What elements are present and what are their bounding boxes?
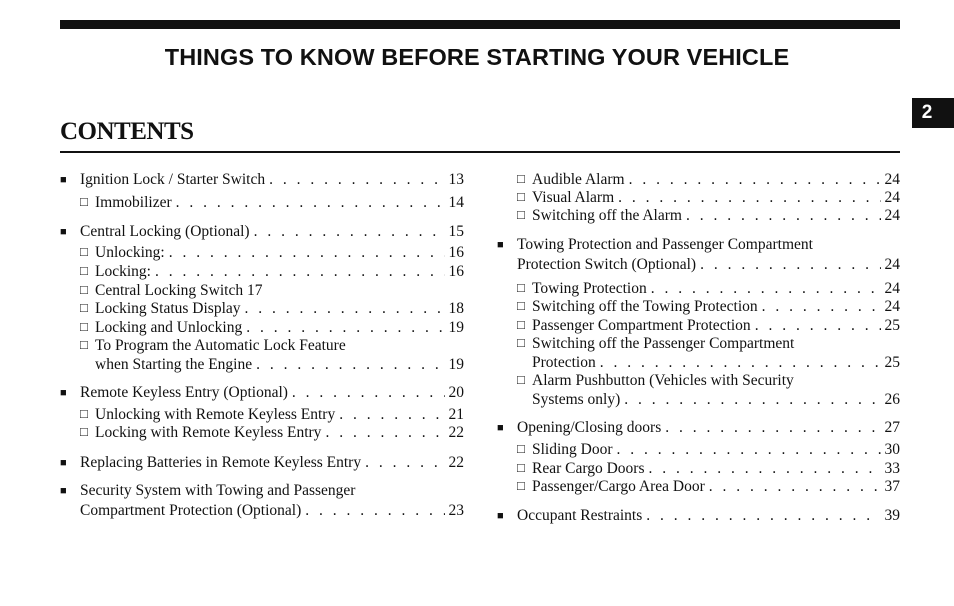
toc-entry: [60, 299, 464, 318]
toc-entry-label: Passenger Compartment Protection: [532, 317, 751, 334]
top-rule-bar: [60, 20, 900, 29]
toc-entry: [60, 453, 464, 472]
toc-page-number: 16: [448, 263, 464, 280]
dot-leader: [646, 506, 880, 525]
toc-entry: [497, 459, 900, 478]
chapter-tab: 2: [912, 98, 954, 128]
dot-leader: [709, 477, 881, 496]
dot-leader: [762, 297, 881, 316]
toc-entry-label: Switching off the Towing Protection: [532, 298, 758, 315]
toc-page-number: 19: [448, 319, 464, 336]
contents-rule: [60, 151, 900, 153]
toc-entry-label: Audible Alarm: [532, 171, 625, 188]
toc-entry-label: Occupant Restraints: [517, 507, 643, 524]
toc-entry-label: Immobilizer: [95, 194, 172, 211]
toc-entry-label: Rear Cargo Doors: [532, 460, 645, 477]
toc-entry: [497, 371, 900, 390]
bullet-marker: ■: [497, 239, 504, 251]
checkbox-marker: □: [80, 282, 88, 297]
contents-heading: CONTENTS: [60, 118, 194, 145]
toc-entry-label: Central Locking Switch 17: [95, 282, 263, 299]
checkbox-marker: □: [80, 244, 88, 259]
bullet-marker: ■: [60, 174, 67, 186]
dot-leader: [254, 222, 445, 241]
toc-entry-label: Systems only): [532, 391, 621, 408]
dot-leader: [246, 318, 444, 337]
toc-entry-label: Towing Protection and Passenger Compartment: [517, 236, 813, 253]
dot-leader: [245, 299, 445, 318]
toc-entry: [497, 206, 900, 225]
toc-page-number: 22: [448, 454, 464, 471]
toc-entry-label: Protection: [532, 354, 596, 371]
toc-entry: [60, 193, 464, 212]
dot-leader: [649, 459, 881, 478]
toc-entry: [497, 297, 900, 316]
bullet-marker: ■: [60, 387, 67, 399]
dot-leader: [339, 405, 444, 424]
toc-entry-label: when Starting the Engine: [95, 356, 253, 373]
bullet-marker: ■: [60, 457, 67, 469]
toc-entry-label: Passenger/Cargo Area Door: [532, 478, 705, 495]
toc-page-number: 30: [884, 441, 900, 458]
toc-entry: [60, 501, 464, 520]
dot-leader: [169, 243, 445, 262]
dot-leader: [629, 170, 881, 189]
toc-entry: [60, 423, 464, 442]
toc-entry: [497, 506, 900, 525]
dot-leader: [155, 262, 445, 281]
toc-page-number: 25: [884, 317, 900, 334]
toc-entry: [497, 170, 900, 189]
toc-entry: [60, 405, 464, 424]
dot-leader: [176, 193, 445, 212]
toc-entry-label: Ignition Lock / Starter Switch: [80, 171, 266, 188]
toc-entry-label: Switching off the Passenger Compartment: [532, 335, 795, 352]
toc-page-number: 24: [884, 189, 900, 206]
dot-leader: [755, 316, 881, 335]
toc-entry-label: Alarm Pushbutton (Vehicles with Security: [532, 372, 794, 389]
toc-page-number: 16: [448, 244, 464, 261]
checkbox-marker: □: [80, 194, 88, 209]
toc-page-number: 37: [884, 478, 900, 495]
toc-entry: [497, 255, 900, 274]
bullet-marker: ■: [497, 422, 504, 434]
toc-page-number: 19: [448, 356, 464, 373]
toc-page-number: 22: [448, 424, 464, 441]
checkbox-marker: □: [80, 424, 88, 439]
toc-page-number: 20: [448, 384, 464, 401]
toc-page-number: 21: [448, 406, 464, 423]
toc-entry: [497, 279, 900, 298]
dot-leader: [651, 279, 881, 298]
toc-page-number: 39: [884, 507, 900, 524]
checkbox-marker: □: [517, 478, 525, 493]
checkbox-marker: □: [517, 207, 525, 222]
toc-entry: [60, 170, 464, 189]
toc-entry-label: Towing Protection: [532, 280, 647, 297]
toc-entry: [60, 318, 464, 337]
toc-page-number: 24: [884, 298, 900, 315]
chapter-title: THINGS TO KNOW BEFORE STARTING YOUR VEHICLE: [164, 44, 790, 70]
checkbox-marker: □: [80, 300, 88, 315]
dot-leader: [269, 170, 444, 189]
toc-entry-label: Locking Status Display: [95, 300, 241, 317]
toc-entry-label: Compartment Protection (Optional): [80, 502, 302, 519]
toc-entry: [60, 222, 464, 241]
toc-page-number: 24: [884, 171, 900, 188]
toc-entry: [497, 418, 900, 437]
toc-page-number: 33: [884, 460, 900, 477]
toc-entry: [497, 235, 900, 254]
toc-entry: [60, 355, 464, 374]
dot-leader: [665, 418, 880, 437]
dot-leader: [624, 390, 880, 409]
toc-entry-label: Remote Keyless Entry (Optional): [80, 384, 288, 401]
toc-entry: [60, 243, 464, 262]
toc-entry: [60, 481, 464, 500]
dot-leader: [600, 353, 881, 372]
toc-entry-label: Security System with Towing and Passenger: [80, 482, 356, 499]
toc-entry: [497, 477, 900, 496]
toc-page-number: 15: [448, 223, 464, 240]
checkbox-marker: □: [80, 319, 88, 334]
dot-leader: [256, 355, 444, 374]
toc-entry-label: Locking and Unlocking: [95, 319, 243, 336]
toc-page-number: 26: [884, 391, 900, 408]
dot-leader: [617, 440, 881, 459]
dot-leader: [325, 423, 444, 442]
toc-entry-label: Sliding Door: [532, 441, 613, 458]
dot-leader: [292, 383, 445, 402]
toc-page-number: 24: [884, 207, 900, 224]
toc-entry-label: Locking:: [95, 263, 151, 280]
toc-page-number: 27: [884, 419, 900, 436]
toc-entry: [60, 383, 464, 402]
checkbox-marker: □: [517, 189, 525, 204]
toc-entry: [497, 188, 900, 207]
toc-page-number: 13: [448, 171, 464, 188]
toc-entry-label: Replacing Batteries in Remote Keyless Entry: [80, 454, 362, 471]
toc-entry: [60, 336, 464, 355]
toc-entry-label: Unlocking:: [95, 244, 165, 261]
checkbox-marker: □: [517, 171, 525, 186]
toc-entry-label: Locking with Remote Keyless Entry: [95, 424, 322, 441]
checkbox-marker: □: [80, 406, 88, 421]
toc-entry-label: Protection Switch (Optional): [517, 256, 697, 273]
checkbox-marker: □: [517, 298, 525, 313]
toc-entry-label: Switching off the Alarm: [532, 207, 682, 224]
toc-page-number: 14: [448, 194, 464, 211]
dot-leader: [305, 501, 444, 520]
toc-entry: [60, 281, 464, 300]
checkbox-marker: □: [517, 280, 525, 295]
checkbox-marker: □: [517, 317, 525, 332]
toc-entry-label: Visual Alarm: [532, 189, 615, 206]
dot-leader: [365, 453, 444, 472]
checkbox-marker: □: [517, 372, 525, 387]
toc-page-number: 18: [448, 300, 464, 317]
dot-leader: [700, 255, 880, 274]
checkbox-marker: □: [517, 335, 525, 350]
bullet-marker: ■: [60, 485, 67, 497]
toc-entry: [60, 262, 464, 281]
toc-entry-label: To Program the Automatic Lock Feature: [95, 337, 346, 354]
toc-page-number: 24: [884, 256, 900, 273]
checkbox-marker: □: [517, 441, 525, 456]
checkbox-marker: □: [80, 263, 88, 278]
toc-entry-label: Unlocking with Remote Keyless Entry: [95, 406, 336, 423]
toc-entry-label: Opening/Closing doors: [517, 419, 662, 436]
toc-page-number: 24: [884, 280, 900, 297]
bullet-marker: ■: [497, 510, 504, 522]
toc-entry: [497, 353, 900, 372]
toc-entry: [497, 334, 900, 353]
toc-page-number: 25: [884, 354, 900, 371]
toc-page-number: 23: [448, 502, 464, 519]
dot-leader: [618, 188, 880, 207]
bullet-marker: ■: [60, 226, 67, 238]
checkbox-marker: □: [80, 337, 88, 352]
toc-entry: [497, 440, 900, 459]
checkbox-marker: □: [517, 460, 525, 475]
dot-leader: [686, 206, 881, 225]
toc-entry: [497, 316, 900, 335]
toc-entry: [497, 390, 900, 409]
toc-entry-label: Central Locking (Optional): [80, 223, 250, 240]
